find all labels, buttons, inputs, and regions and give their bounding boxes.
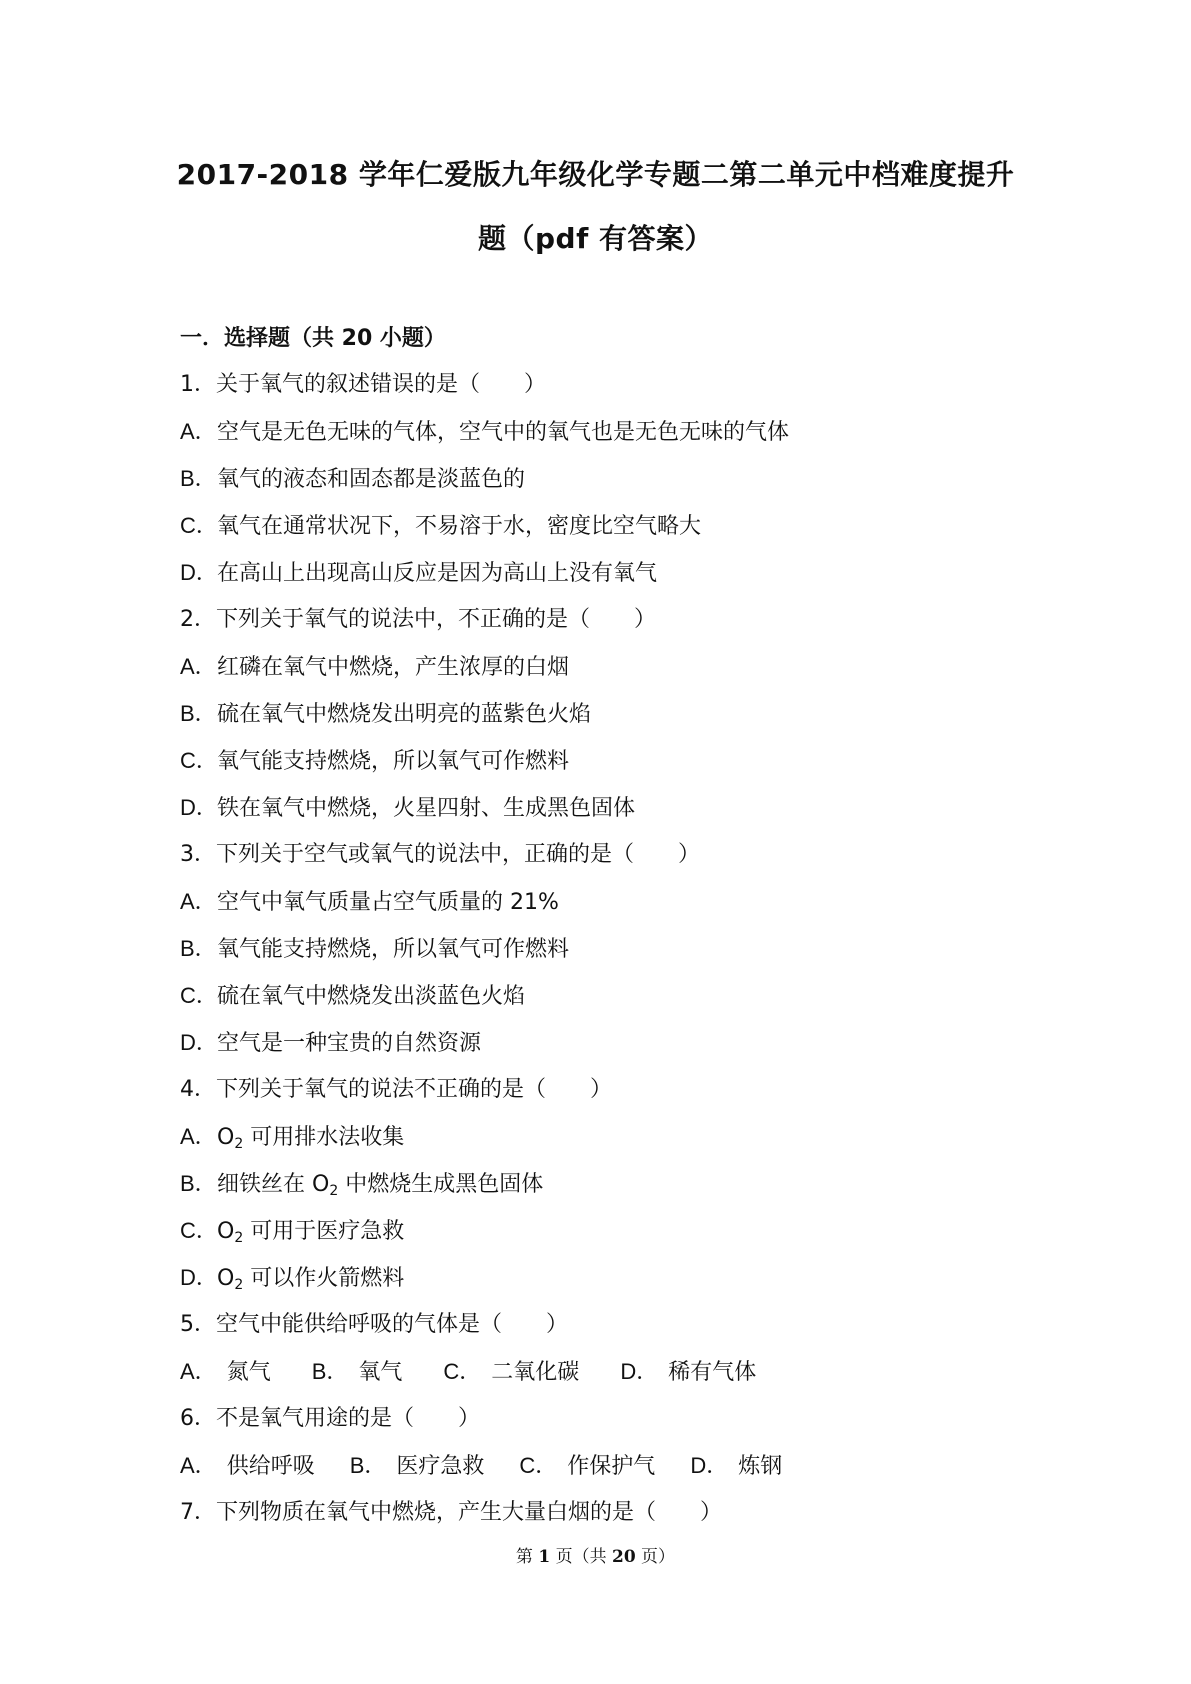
answer-option [312, 1357, 403, 1388]
option-text: 医疗急救 [396, 1454, 485, 1479]
option-label: B． [180, 466, 217, 491]
option-text: 氧气在通常状况下，不易溶于水，密度比空气略大 [217, 514, 702, 539]
answer-option [620, 1357, 756, 1388]
option-label: A． [180, 1453, 217, 1478]
question-stem: 5．空气中能供给呼吸的气体是（ ） [180, 1312, 568, 1337]
option-text-suffix: 可用排水法收集 [243, 1125, 405, 1150]
answer-option [180, 464, 1040, 511]
subscript: 2 [329, 1183, 339, 1199]
footer-prefix: 第 [515, 1547, 539, 1567]
option-text: 硫在氧气中燃烧发出淡蓝色火焰 [217, 984, 526, 1009]
option-label: A． [180, 419, 217, 444]
answer-option [180, 1169, 1040, 1216]
option-label: D． [180, 1030, 218, 1055]
option-text-prefix: 细铁丝在 O [217, 1172, 330, 1197]
option-text-prefix: O [217, 1266, 235, 1291]
option-label: B． [180, 1171, 217, 1196]
option-text: 二氧化碳 [491, 1360, 580, 1385]
question-stem: 1．关于氧气的叙述错误的是（ ） [180, 372, 546, 397]
option-label: A． [180, 1124, 217, 1149]
option-text: 氧气能支持燃烧，所以氧气可作燃料 [217, 937, 570, 962]
section-heading: 一．选择题（共 20 小题） [180, 326, 446, 351]
option-text: 空气中氧气质量占空气质量的 21% [217, 890, 559, 915]
question-stem: 3．下列关于空气或氧气的说法中，正确的是（ ） [180, 842, 700, 867]
option-text-suffix: 中燃烧生成黑色固体 [338, 1172, 544, 1197]
option-text: 作保护气 [567, 1454, 656, 1479]
answer-option [180, 511, 1040, 558]
answer-option [350, 1451, 485, 1482]
option-label: A． [180, 654, 217, 679]
option-label: B． [349, 1453, 387, 1478]
option-text: 铁在氧气中燃烧，火星四射、生成黑色固体 [217, 796, 636, 821]
option-label: D． [180, 1265, 218, 1290]
subscript: 2 [234, 1136, 244, 1152]
option-label: D． [690, 1453, 729, 1478]
option-label: B． [180, 936, 217, 961]
option-label: C． [180, 513, 218, 538]
option-label: C． [519, 1453, 558, 1478]
option-text: 氧气的液态和固态都是淡蓝色的 [217, 467, 526, 492]
option-text: 红磷在氧气中燃烧，产生浓厚的白烟 [217, 655, 570, 680]
option-text: 氮气 [226, 1360, 271, 1385]
question-stem: 7．下列物质在氧气中燃烧，产生大量白烟的是（ ） [180, 1500, 722, 1525]
option-label: B． [311, 1359, 349, 1384]
footer-middle: 页（共 [550, 1547, 612, 1567]
option-label: C． [180, 1218, 218, 1243]
answer-option [180, 934, 1040, 981]
answer-option [180, 699, 1040, 746]
option-text-prefix: O [217, 1219, 235, 1244]
answer-option [690, 1451, 782, 1482]
question-stem: 2．下列关于氧气的说法中，不正确的是（ ） [180, 607, 656, 632]
answer-option [180, 652, 1040, 699]
option-label: B． [180, 701, 217, 726]
answer-option [180, 1357, 271, 1388]
answer-option [180, 558, 1040, 605]
option-text-suffix: 可用于医疗急救 [243, 1219, 405, 1244]
question-stem: 4．下列关于氧气的说法不正确的是（ ） [180, 1077, 612, 1102]
option-label: A． [180, 1359, 217, 1384]
option-text: 稀有气体 [668, 1360, 757, 1385]
answer-option [180, 417, 1040, 464]
question-list [180, 370, 1040, 1545]
answer-option [180, 1451, 315, 1482]
option-text-prefix: O [217, 1125, 235, 1150]
option-text: 氧气 [358, 1360, 403, 1385]
answer-option [180, 746, 1040, 793]
option-text: 空气是一种宝贵的自然资源 [217, 1031, 482, 1056]
answer-option [180, 1216, 1040, 1263]
page-footer [0, 1546, 1191, 1568]
option-label: C． [180, 983, 218, 1008]
option-text: 在高山上出现高山反应是因为高山上没有氧气 [217, 561, 658, 586]
option-text: 氧气能支持燃烧，所以氧气可作燃料 [217, 749, 570, 774]
option-text: 硫在氧气中燃烧发出明亮的蓝紫色火焰 [217, 702, 592, 727]
answer-option [180, 793, 1040, 840]
subscript: 2 [234, 1230, 244, 1246]
option-text: 炼钢 [738, 1454, 783, 1479]
answer-option [180, 1263, 1040, 1310]
page-total: 20 [611, 1547, 636, 1567]
option-label: A． [180, 889, 217, 914]
document-title: 2017-2018 学年仁爱版九年级化学专题二第二单元中档难度提升 [176, 158, 1015, 191]
document-title-continued: 题（pdf 有答案） [477, 222, 714, 255]
answer-option [180, 1122, 1040, 1169]
answer-option [519, 1451, 655, 1482]
option-label: D． [180, 560, 218, 585]
answer-option [180, 1028, 1040, 1075]
page-number: 1 [538, 1547, 551, 1567]
answer-options-row [180, 1451, 1040, 1498]
option-label: D． [620, 1359, 659, 1384]
option-label: D． [180, 795, 218, 820]
question-stem: 6．不是氧气用途的是（ ） [180, 1406, 480, 1431]
footer-suffix: 页） [635, 1547, 676, 1567]
option-text: 供给呼吸 [226, 1454, 315, 1479]
answer-options-row [180, 1357, 1040, 1404]
option-text-suffix: 可以作火箭燃料 [243, 1266, 405, 1291]
option-text: 空气是无色无味的气体，空气中的氧气也是无色无味的气体 [217, 420, 790, 445]
answer-option [180, 887, 1040, 934]
answer-option [443, 1357, 579, 1388]
answer-option [180, 981, 1040, 1028]
option-label: C． [180, 748, 218, 773]
option-label: C． [443, 1359, 482, 1384]
subscript: 2 [234, 1277, 244, 1293]
